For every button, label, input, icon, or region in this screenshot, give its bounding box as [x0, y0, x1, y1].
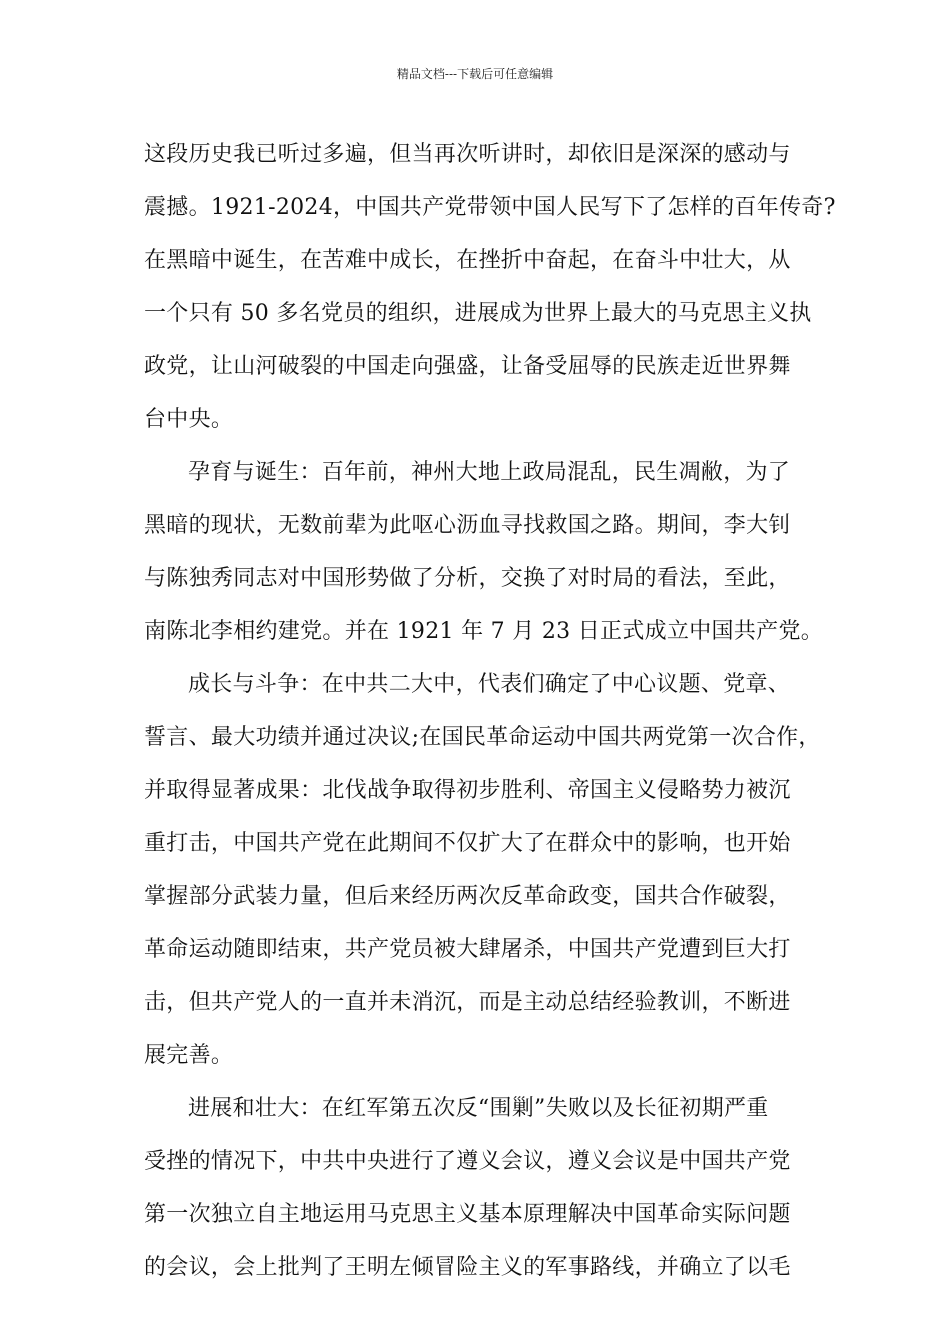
text-line: 南陈北李相约建党。并在 1921 年 7 月 23 日正式成立中国共产党。 [144, 619, 824, 644]
text-line: 革命运动随即结束，共产党员被大肆屠杀，中国共产党遭到巨大打 [144, 937, 791, 962]
text-line: 台中央。 [144, 407, 234, 432]
text-line: 的会议，会上批判了王明左倾冒险主义的军事路线，并确立了以毛 [144, 1255, 791, 1280]
text-line: 黑暗的现状，无数前辈为此呕心沥血寻找救国之路。期间，李大钊 [144, 513, 791, 538]
text-line: 誓言、最大功绩并通过决议;在国民革命运动中国共两党第一次合作， [144, 725, 821, 750]
page-header: 精品文档---下载后可任意编辑 [396, 67, 554, 81]
text-line: 并取得显著成果：北伐战争取得初步胜利、帝国主义侵略势力被沉 [144, 778, 791, 803]
text-line: 与陈独秀同志对中国形势做了分析，交换了对时局的看法，至此， [144, 566, 791, 591]
text-line: 第一次独立自主地运用马克思主义基本原理解决中国革命实际问题 [144, 1202, 791, 1227]
text-line: 受挫的情况下，中共中央进行了遵义会议，遵义会议是中国共产党 [144, 1149, 791, 1174]
paragraph-development [144, 1082, 808, 1294]
text-line: 展完善。 [144, 1043, 234, 1068]
text-line: 掌握部分武装力量，但后来经历两次反革命政变，国共合作破裂， [144, 884, 791, 909]
text-line: 一个只有 50 多名党员的组织，进展成为世界上最大的马克思主义执 [144, 301, 812, 326]
text-line: 成长与斗争：在中共二大中，代表们确定了中心议题、党章、 [188, 672, 791, 697]
text-line: 进展和壮大：在红军第五次反“围剿”失败以及长征初期严重 [188, 1096, 769, 1121]
text-line: 这段历史我已听过多遍，但当再次听讲时，却依旧是深深的感动与 [144, 142, 791, 167]
text-line: 政党，让山河破裂的中国走向强盛，让备受屈辱的民族走近世界舞 [144, 354, 791, 379]
text-line: 孕育与诞生：百年前，神州大地上政局混乱，民生凋敝，为了 [188, 460, 791, 485]
text-line: 在黑暗中诞生，在苦难中成长，在挫折中奋起，在奋斗中壮大，从 [144, 248, 791, 273]
text-line: 重打击，中国共产党在此期间不仅扩大了在群众中的影响，也开始 [144, 831, 791, 856]
document-body [144, 128, 836, 1294]
text-line: 击，但共产党人的一直并未消沉，而是主动总结经验教训，不断进 [144, 990, 791, 1015]
paragraph-birth [144, 446, 824, 658]
text-line: 震撼。1921-2024，中国共产党带领中国人民写下了怎样的百年传奇? [144, 195, 836, 220]
paragraph-growth [144, 658, 821, 1082]
paragraph-intro [144, 128, 836, 446]
